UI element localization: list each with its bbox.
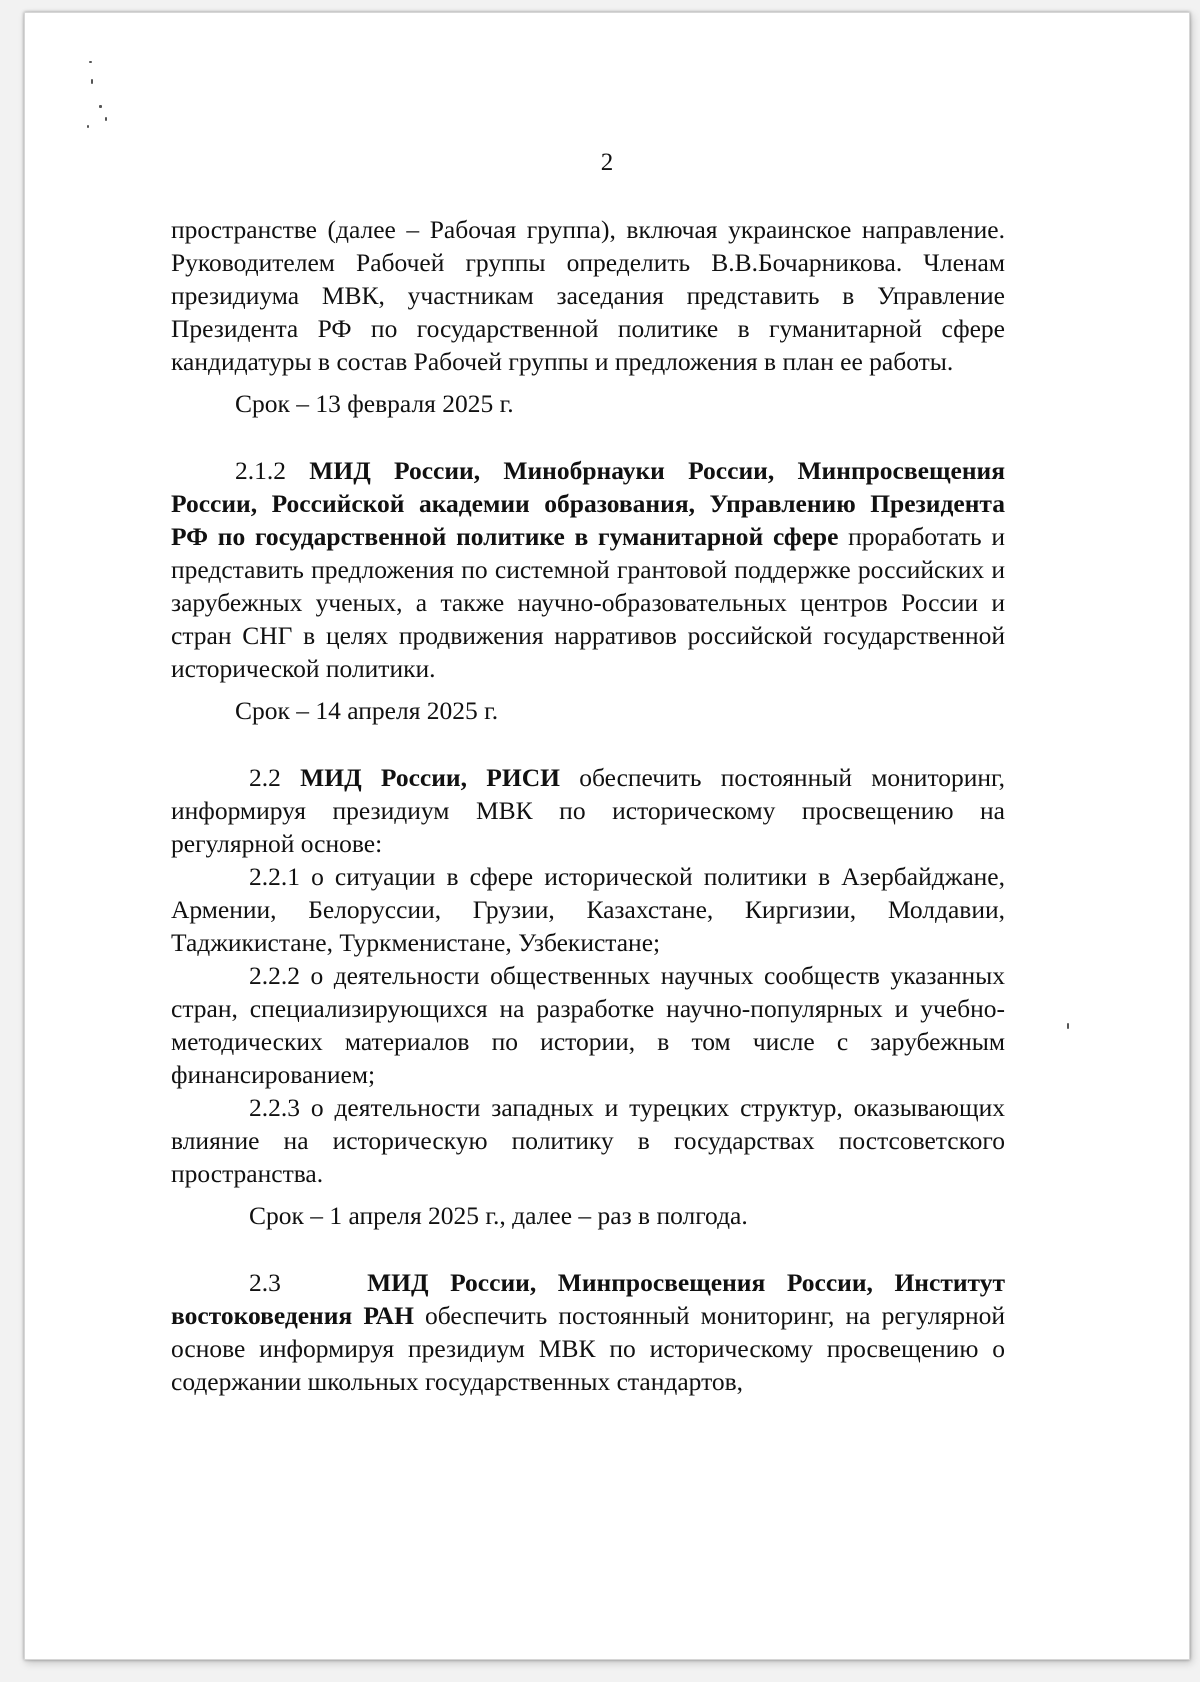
item-number: 2.3 (249, 1268, 281, 1297)
item-number: 2.2 (249, 763, 281, 792)
paragraph-intro: пространстве (далее – Рабочая группа), включая украинское направление. Руководителем Рабочей группы определить В.В.Бочарникова. Членам президиума МВК, участникам заседания представить в Управление Президента РФ по государственной политике в гуманитарной сфере кандидатуры в состав Рабочей группы и предложения в план ее работы. (171, 215, 1005, 376)
task-text: обеспечить постоянный мониторинг, на регулярной основе информируя президиум МВК по историческому просвещению о содержании школьных государственных стандартов, (171, 1301, 1006, 1396)
paragraph-2-2-2: 2.2.2 о деятельности общественных научных сообществ указанных стран, специализирующихся на разработке научно-популярных и учебно-методических материалов по истории, в том числе с зарубежным финансированием; (171, 961, 1005, 1089)
paragraph-2-2-1: 2.2.1 о ситуации в сфере исторической политики в Азербайджане, Армении, Белоруссии, Грузии, Казахстане, Киргизии, Молдавии, Таджикистане, Туркменистане, Узбекистане; (171, 862, 1005, 957)
responsible-parties: МИД России, Минпросвещения России, Институт востоковедения РАН (171, 1268, 1005, 1330)
item-number: 2.1.2 (235, 456, 286, 485)
document-body (171, 213, 1005, 1398)
task-text: проработать и представить предложения по системной грантовой поддержке российских и зарубежных ученых, а также научно-образовательных центров России и стран СНГ в целях продвижения нарративов российской государственной исторической политики. (171, 522, 1006, 683)
paragraph-2-2 (171, 761, 1005, 860)
task-text: обеспечить постоянный мониторинг, информируя президиум МВК по историческому просвещению на регулярной основе: (171, 763, 1006, 858)
paragraph-2-3 (171, 1266, 1005, 1398)
responsible-parties: МИД России, РИСИ (300, 763, 560, 792)
responsible-parties: МИД России, Минобрнауки России, Минпросвещения России, Российской академии образования, Управлению Президента РФ по государственной политике в гуманитарной сфере (171, 456, 1005, 551)
deadline-2-2: Срок – 1 апреля 2025 г., далее – раз в полгода. (249, 1201, 748, 1230)
deadline-intro: Срок – 13 февраля 2025 г. (235, 389, 514, 418)
deadline-2-1-2: Срок – 14 апреля 2025 г. (235, 696, 499, 725)
page-number: 2 (600, 149, 614, 176)
paragraph-2-2-3: 2.2.3 о деятельности западных и турецких структур, оказывающих влияние на историческую политику в государствах постсоветского пространства. (171, 1093, 1005, 1188)
paragraph-2-1-2 (171, 454, 1005, 685)
document-page (24, 12, 1190, 1660)
